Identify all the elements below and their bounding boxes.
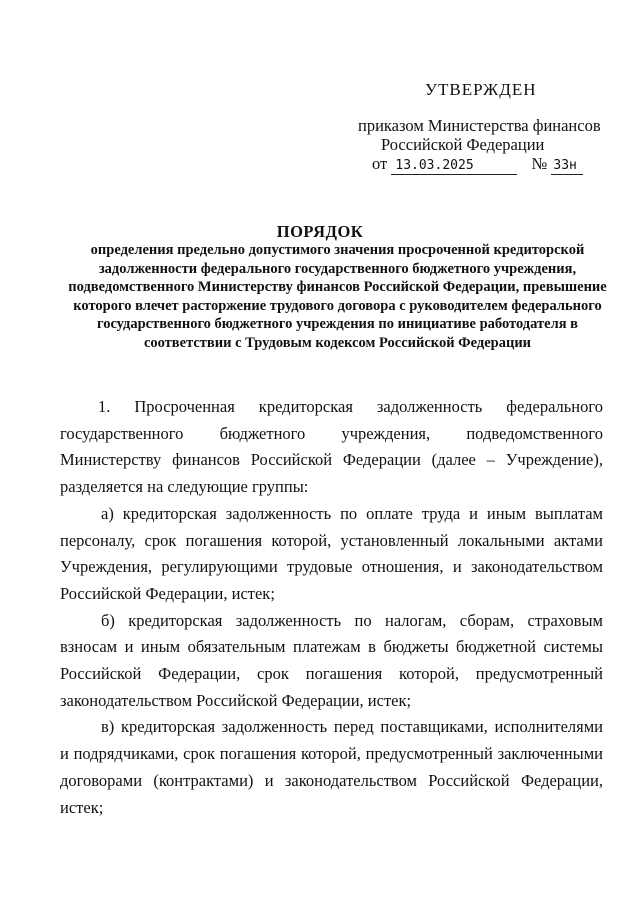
paragraph-a: а) кредиторская задолженность по оплате труда и иным выплатам персоналу, срок погашения которой, установленный локальными актами Учреждения, регулирующими трудовые отношения, и законодательством Российской Федерации, истек; — [60, 503, 603, 603]
order-date: 13.03.2025 — [391, 158, 517, 175]
order-issuer-line2: Российской Федерации — [381, 135, 545, 154]
order-number: 33н — [551, 158, 583, 175]
document-body — [60, 394, 603, 821]
paragraph-b: б) кредиторская задолженность по налогам, сборам, страховым взносам и иным обязательным платежам в бюджеты бюджетной системы Российской Федерации, срок погашения которой, предусмотренный законодательством Российской Федерации, истек; — [60, 610, 603, 710]
paragraph-1: 1. Просроченная кредиторская задолженность федерального государственного бюджетного учреждения, подведомственного Министерству финансов Российской Федерации (далее – Учреждение), разделяется на следующие группы: — [60, 397, 603, 497]
order-issuer-line1: приказом Министерства финансов — [358, 116, 601, 135]
document-subtitle: определения предельно допустимого значения просроченной кредиторской задолженности федерального государственного бюджетного учреждения, подведомственного Министерству финансов Российской Федерации, превышение которого влечет расторжение трудового договора с руководителем федерального государственного бюджетного учреждения по инициативе работодателя в соответствии с Трудовым кодексом Российской Федерации — [68, 242, 607, 351]
document-title: ПОРЯДОК — [276, 222, 364, 241]
order-date-number-line — [0, 154, 640, 175]
paragraph-v: в) кредиторская задолженность перед поставщиками, исполнителями и подрядчиками, срок погашения которой, предусмотренный заключенными договорами (контрактами) и законодательством Российской Федерации, истек; — [60, 717, 603, 817]
approval-stamp-title: УТВЕРЖДЕН — [425, 80, 537, 99]
number-label: № — [531, 154, 548, 173]
from-label: от — [372, 154, 388, 173]
